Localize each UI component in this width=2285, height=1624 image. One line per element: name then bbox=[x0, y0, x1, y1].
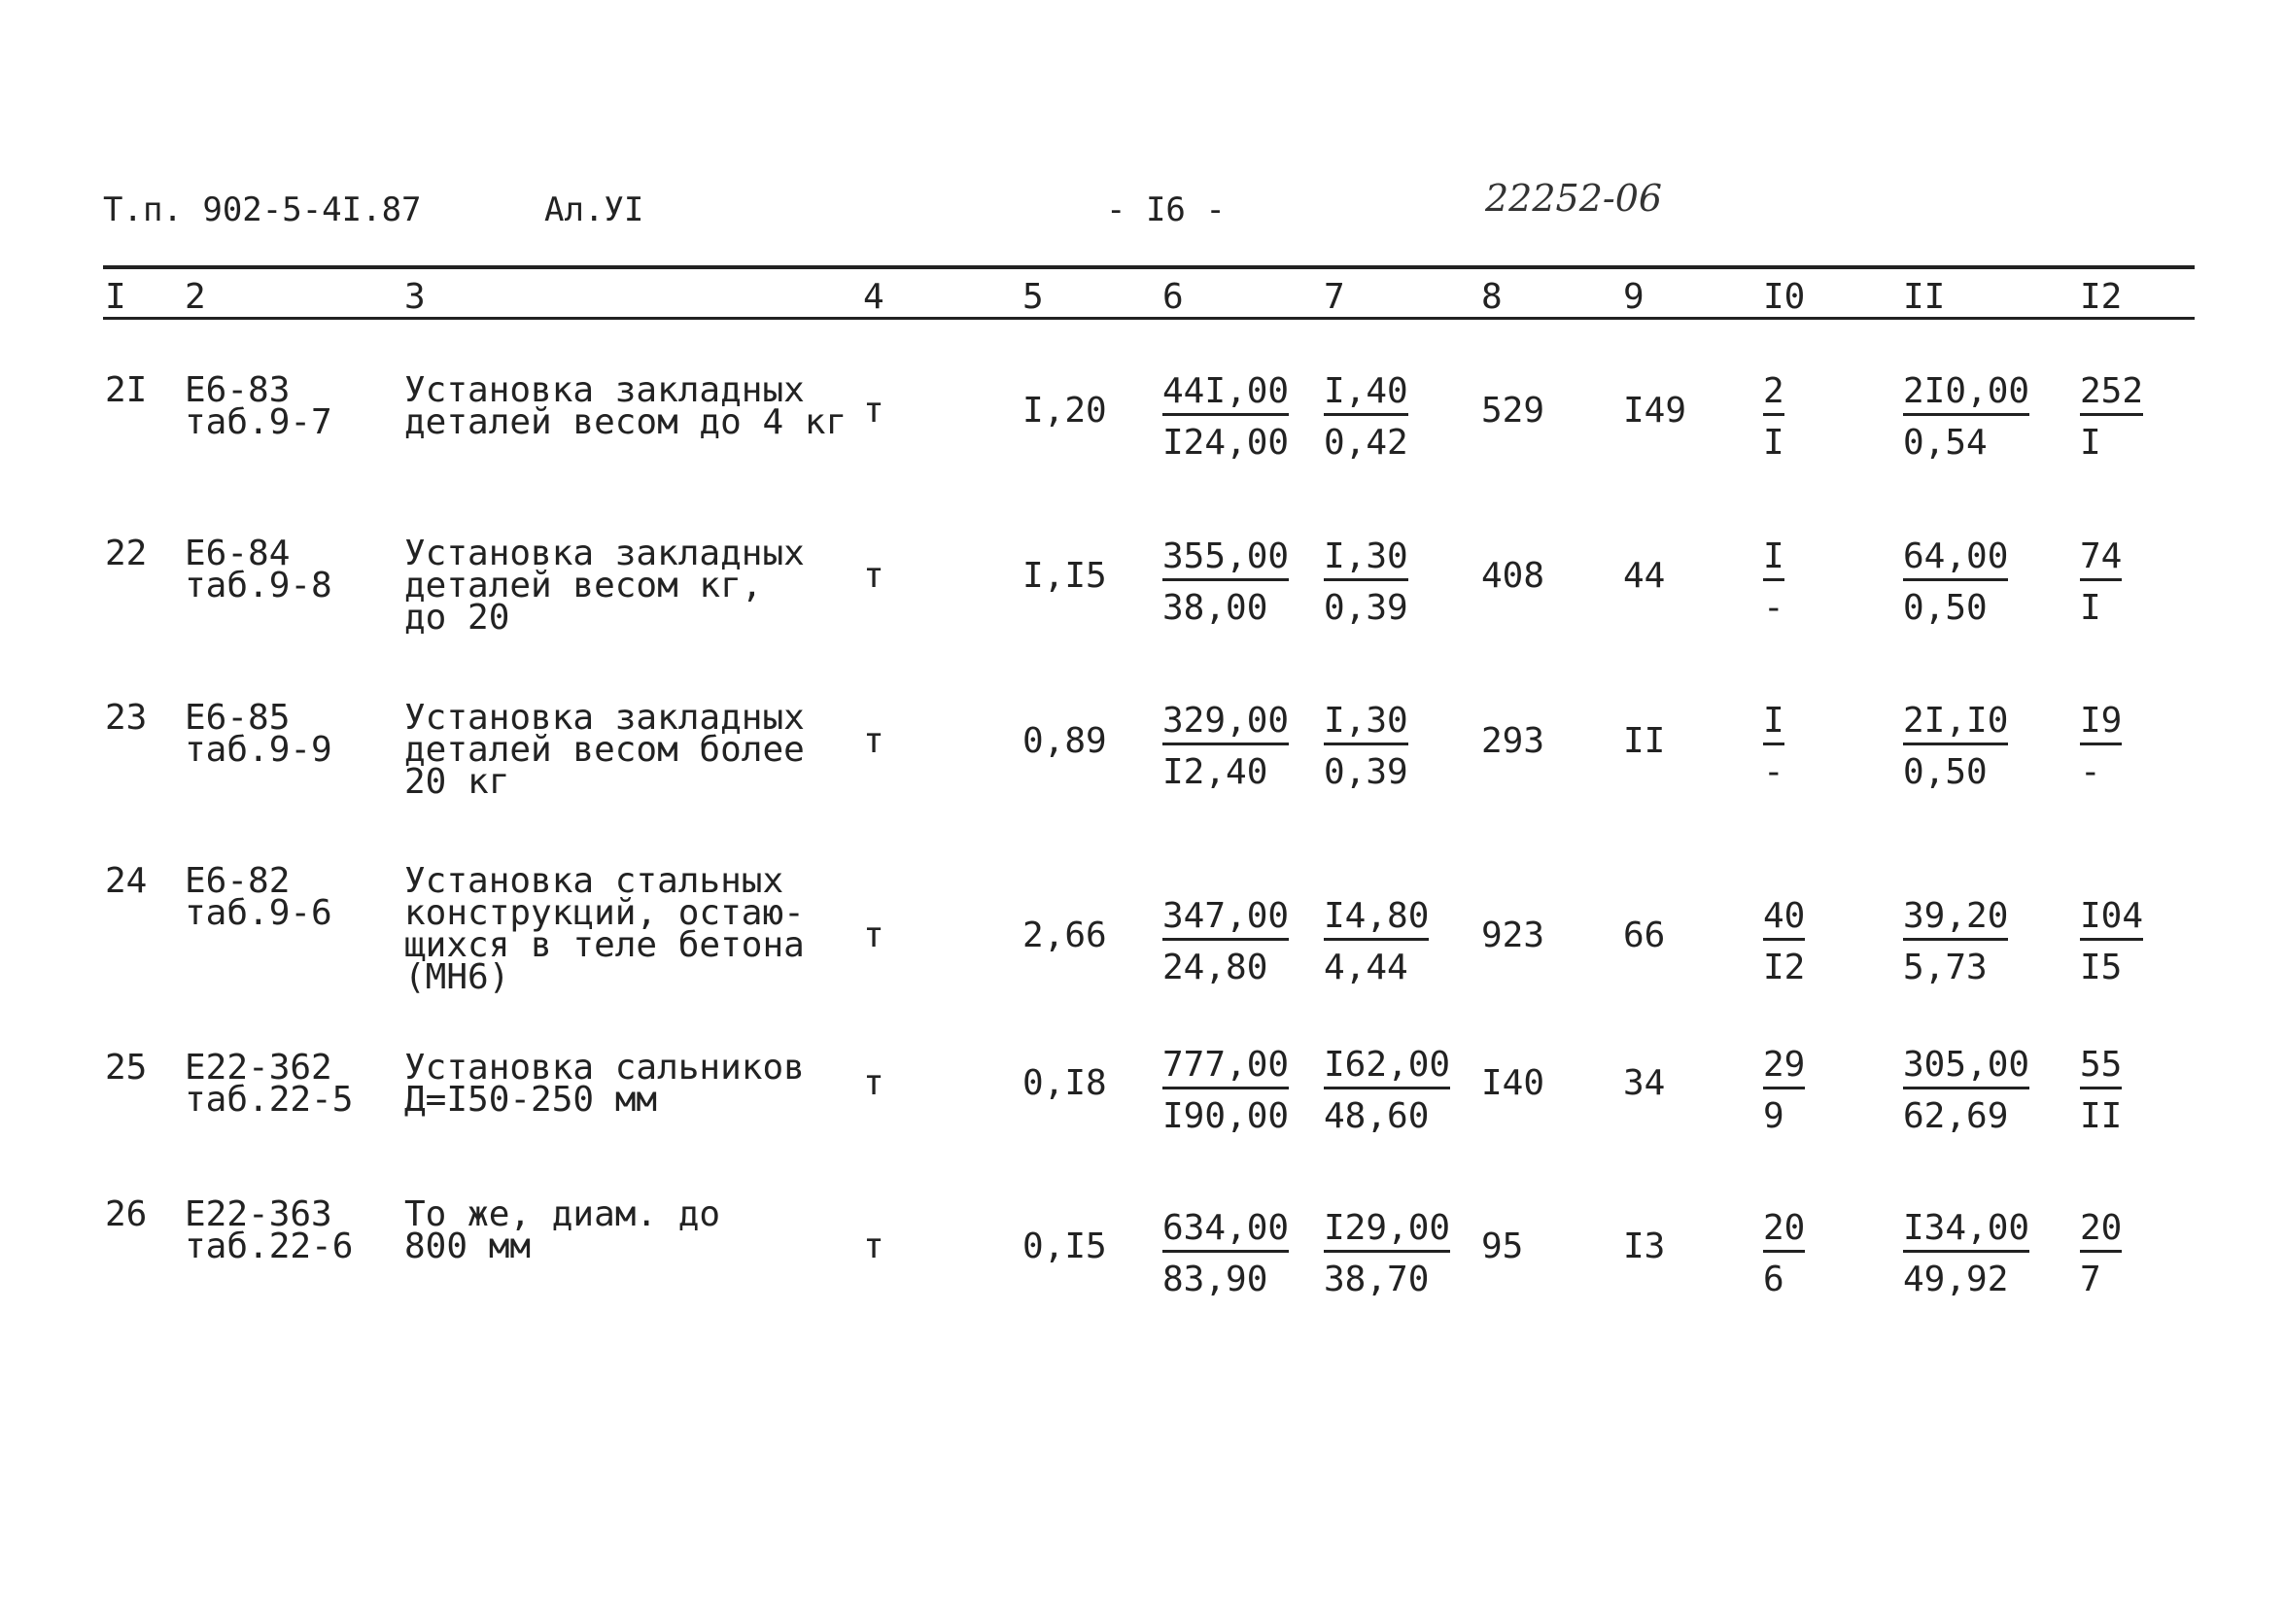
col6-fraction bbox=[1162, 701, 1290, 792]
col9-value: II bbox=[1623, 721, 1666, 761]
unit: т bbox=[863, 721, 884, 761]
col7-top: I,30 bbox=[1324, 704, 1408, 745]
description-line: Установка сальников bbox=[404, 1048, 805, 1088]
col6-top: 634,00 bbox=[1162, 1211, 1289, 1253]
col7-fraction bbox=[1324, 536, 1408, 628]
norm-table: таб.22-6 bbox=[185, 1227, 354, 1266]
page-number: - I6 - bbox=[1106, 190, 1226, 229]
col10-bottom: 6 bbox=[1763, 1260, 1784, 1299]
col11-top: 64,00 bbox=[1903, 539, 2008, 581]
col7-fraction bbox=[1324, 701, 1408, 792]
col-num-3: 3 bbox=[404, 277, 426, 317]
description-line: щихся в теле бетона bbox=[404, 925, 805, 965]
description-line: конструкций, остаю- bbox=[404, 893, 805, 933]
col10-fraction bbox=[1763, 896, 1806, 987]
col10-top: 20 bbox=[1763, 1211, 1805, 1253]
description-line: 20 кг bbox=[404, 762, 510, 802]
col7-bottom: 0,39 bbox=[1324, 588, 1408, 628]
col11-fraction bbox=[1903, 701, 2009, 792]
description-line: Установка закладных bbox=[404, 534, 805, 573]
col6-top: 777,00 bbox=[1162, 1048, 1289, 1089]
col6-fraction bbox=[1162, 896, 1290, 987]
col-num-8: 8 bbox=[1481, 277, 1503, 317]
unit: т bbox=[863, 1063, 884, 1103]
col10-bottom: I2 bbox=[1763, 948, 1806, 987]
col-num-5: 5 bbox=[1022, 277, 1044, 317]
col6-fraction bbox=[1162, 536, 1290, 628]
col-num-12: I2 bbox=[2080, 277, 2123, 317]
col9-value: 44 bbox=[1623, 556, 1666, 596]
col7-top: I62,00 bbox=[1324, 1048, 1450, 1089]
col8-value: 293 bbox=[1481, 721, 1545, 761]
norm-table: таб.22-5 bbox=[185, 1080, 354, 1120]
col6-fraction bbox=[1162, 1208, 1290, 1299]
col6-fraction bbox=[1162, 371, 1290, 463]
col6-bottom: 38,00 bbox=[1162, 588, 1268, 628]
description-line: деталей весом более bbox=[404, 730, 805, 770]
quantity: I,20 bbox=[1022, 391, 1107, 431]
column-header-rule bbox=[103, 317, 2195, 320]
col-num-6: 6 bbox=[1162, 277, 1184, 317]
col12-bottom: I bbox=[2080, 588, 2101, 628]
norm-code: Е6-84 bbox=[185, 534, 291, 573]
col10-top: I bbox=[1763, 539, 1784, 581]
top-rule bbox=[103, 265, 2195, 269]
col6-top: 347,00 bbox=[1162, 899, 1289, 941]
col11-top: 2I,I0 bbox=[1903, 704, 2008, 745]
norm-table: таб.9-9 bbox=[185, 730, 332, 770]
description-line: (МН6) bbox=[404, 957, 510, 997]
col11-bottom: 0,50 bbox=[1903, 752, 1988, 792]
col11-bottom: 5,73 bbox=[1903, 948, 1988, 987]
row-number: 22 bbox=[105, 534, 148, 573]
col11-bottom: 0,54 bbox=[1903, 423, 1988, 463]
norm-code: Е6-83 bbox=[185, 370, 291, 410]
description-line: деталей весом до 4 кг bbox=[404, 402, 848, 442]
row-number: 26 bbox=[105, 1194, 148, 1234]
album-label: Ал.УI bbox=[544, 190, 644, 229]
row-number: 24 bbox=[105, 861, 148, 901]
unit: т bbox=[863, 1227, 884, 1266]
col7-fraction bbox=[1324, 1045, 1451, 1136]
col11-fraction bbox=[1903, 1208, 2030, 1299]
col6-bottom: 24,80 bbox=[1162, 948, 1268, 987]
col6-bottom: I2,40 bbox=[1162, 752, 1268, 792]
description-line: То же, диам. до bbox=[404, 1194, 721, 1234]
col7-fraction bbox=[1324, 896, 1430, 987]
col8-value: I40 bbox=[1481, 1063, 1545, 1103]
col12-bottom: I bbox=[2080, 423, 2101, 463]
col-num-4: 4 bbox=[863, 277, 884, 317]
col10-fraction bbox=[1763, 701, 1784, 792]
col10-fraction bbox=[1763, 371, 1784, 463]
col7-top: I,30 bbox=[1324, 539, 1408, 581]
norm-table: таб.9-8 bbox=[185, 566, 332, 605]
col12-top: 252 bbox=[2080, 374, 2143, 416]
quantity: I,I5 bbox=[1022, 556, 1107, 596]
col12-top: 20 bbox=[2080, 1211, 2122, 1253]
quantity: 0,I5 bbox=[1022, 1227, 1107, 1266]
col-num-2: 2 bbox=[185, 277, 206, 317]
col6-bottom: 83,90 bbox=[1162, 1260, 1268, 1299]
description-line: до 20 bbox=[404, 598, 510, 638]
description-line: Установка закладных bbox=[404, 698, 805, 738]
quantity: 2,66 bbox=[1022, 916, 1107, 955]
row-number: 23 bbox=[105, 698, 148, 738]
col12-fraction bbox=[2080, 371, 2144, 463]
col-num-1: I bbox=[105, 277, 126, 317]
col10-bottom: - bbox=[1763, 588, 1784, 628]
unit: т bbox=[863, 556, 884, 596]
col12-bottom: II bbox=[2080, 1096, 2123, 1136]
col11-top: 305,00 bbox=[1903, 1048, 2029, 1089]
col-num-10: I0 bbox=[1763, 277, 1806, 317]
document-code: Т.п. 902-5-4I.87 bbox=[103, 190, 422, 229]
col9-value: I3 bbox=[1623, 1227, 1666, 1266]
col6-top: 44I,00 bbox=[1162, 374, 1289, 416]
col7-fraction bbox=[1324, 1208, 1451, 1299]
quantity: 0,89 bbox=[1022, 721, 1107, 761]
col7-top: I4,80 bbox=[1324, 899, 1429, 941]
row-number: 2I bbox=[105, 370, 148, 410]
col8-value: 923 bbox=[1481, 916, 1545, 955]
col11-fraction bbox=[1903, 371, 2030, 463]
col7-fraction bbox=[1324, 371, 1408, 463]
col8-value: 529 bbox=[1481, 391, 1545, 431]
col11-top: 2I0,00 bbox=[1903, 374, 2029, 416]
col11-top: I34,00 bbox=[1903, 1211, 2029, 1253]
description-line: Установка стальных bbox=[404, 861, 784, 901]
col12-fraction bbox=[2080, 701, 2123, 792]
col10-top: 40 bbox=[1763, 899, 1805, 941]
norm-code: Е6-85 bbox=[185, 698, 291, 738]
col12-fraction bbox=[2080, 1208, 2123, 1299]
norm-table: таб.9-6 bbox=[185, 893, 332, 933]
norm-table: таб.9-7 bbox=[185, 402, 332, 442]
description-line: Д=I50-250 мм bbox=[404, 1080, 658, 1120]
col12-top: 55 bbox=[2080, 1048, 2122, 1089]
description-line: Установка закладных bbox=[404, 370, 805, 410]
col7-top: I,40 bbox=[1324, 374, 1408, 416]
col11-bottom: 62,69 bbox=[1903, 1096, 2009, 1136]
description-line: деталей весом кг, bbox=[404, 566, 763, 605]
quantity: 0,I8 bbox=[1022, 1063, 1107, 1103]
col7-bottom: 38,70 bbox=[1324, 1260, 1430, 1299]
col9-value: 34 bbox=[1623, 1063, 1666, 1103]
col9-value: I49 bbox=[1623, 391, 1687, 431]
col10-bottom: 9 bbox=[1763, 1096, 1784, 1136]
col11-fraction bbox=[1903, 536, 2009, 628]
col6-bottom: I90,00 bbox=[1162, 1096, 1290, 1136]
col11-top: 39,20 bbox=[1903, 899, 2008, 941]
col11-fraction bbox=[1903, 896, 2009, 987]
col11-bottom: 0,50 bbox=[1903, 588, 1988, 628]
col10-fraction bbox=[1763, 536, 1784, 628]
col6-bottom: I24,00 bbox=[1162, 423, 1290, 463]
col12-bottom: 7 bbox=[2080, 1260, 2101, 1299]
col12-bottom: I5 bbox=[2080, 948, 2123, 987]
col7-bottom: 0,39 bbox=[1324, 752, 1408, 792]
col9-value: 66 bbox=[1623, 916, 1666, 955]
col11-fraction bbox=[1903, 1045, 2030, 1136]
col10-fraction bbox=[1763, 1045, 1806, 1136]
col7-top: I29,00 bbox=[1324, 1211, 1450, 1253]
col7-bottom: 0,42 bbox=[1324, 423, 1408, 463]
col6-top: 329,00 bbox=[1162, 704, 1289, 745]
unit: т bbox=[863, 391, 884, 431]
handwritten-stamp: 22252-06 bbox=[1485, 177, 1663, 220]
norm-code: Е6-82 bbox=[185, 861, 291, 901]
col-num-11: II bbox=[1903, 277, 1946, 317]
col7-bottom: 48,60 bbox=[1324, 1096, 1430, 1136]
col12-fraction bbox=[2080, 536, 2123, 628]
col8-value: 408 bbox=[1481, 556, 1545, 596]
col10-top: 2 bbox=[1763, 374, 1784, 416]
unit: т bbox=[863, 916, 884, 955]
col10-bottom: I bbox=[1763, 423, 1784, 463]
norm-code: Е22-362 bbox=[185, 1048, 332, 1088]
col-num-9: 9 bbox=[1623, 277, 1645, 317]
col10-fraction bbox=[1763, 1208, 1806, 1299]
col12-fraction bbox=[2080, 896, 2144, 987]
col7-bottom: 4,44 bbox=[1324, 948, 1408, 987]
col6-fraction bbox=[1162, 1045, 1290, 1136]
description-line: 800 мм bbox=[404, 1227, 532, 1266]
col6-top: 355,00 bbox=[1162, 539, 1289, 581]
col12-bottom: - bbox=[2080, 752, 2101, 792]
col10-top: 29 bbox=[1763, 1048, 1805, 1089]
row-number: 25 bbox=[105, 1048, 148, 1088]
col12-fraction bbox=[2080, 1045, 2123, 1136]
col12-top: 74 bbox=[2080, 539, 2122, 581]
col11-bottom: 49,92 bbox=[1903, 1260, 2009, 1299]
col10-top: I bbox=[1763, 704, 1784, 745]
col12-top: I9 bbox=[2080, 704, 2122, 745]
col10-bottom: - bbox=[1763, 752, 1784, 792]
col8-value: 95 bbox=[1481, 1227, 1524, 1266]
norm-code: Е22-363 bbox=[185, 1194, 332, 1234]
col12-top: I04 bbox=[2080, 899, 2143, 941]
col-num-7: 7 bbox=[1324, 277, 1345, 317]
